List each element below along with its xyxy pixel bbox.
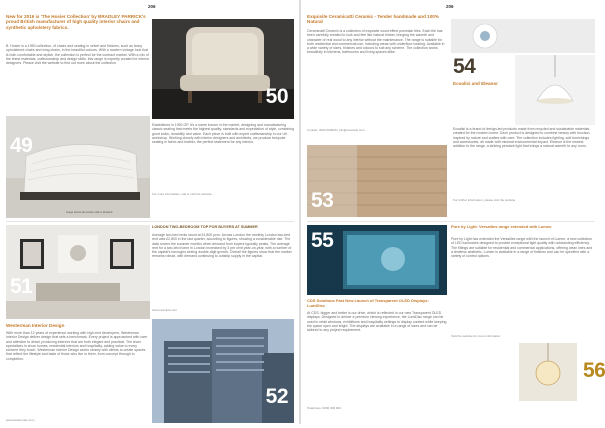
interior-illustration [6,225,150,319]
pendant-light-illustration [515,55,595,125]
item-50-body: Established in 1950 GP, it's a name known in the market, designing and manufacturing classic seating that meets the highest quality, standards and expectation of style, combining good looks, durability and value. Each piece is built with expert craftsmanship in our UK workshop. Working closely with interior designers and architects, we produce bespoke seating in fabric and leather, the perfect statement for any interior. [152,123,294,145]
item-49-number: 49 [10,134,33,157]
left-page-number: 206 [148,4,156,9]
item-51-footer: www.westerman.com [6,418,35,422]
item-54-number: 54 [453,55,476,78]
item-55-title: CDS Solutions Fast New Launch of Transparent OLED Displays: LumiDisc [307,298,429,308]
item-53-body: Ceramicatti Ceramic is a collection of exquisite wood effect porcelain tiles. Each tile has been carefully created to look and feel like natural timber, bringing the warmth and character of real wood to any interior without the maintenance. The range is suitable for both residential and commercial use, including areas with underfloor heating. Available in a wide variety of sizes, finishes and colours to suit any scheme. The collection works beautifully in kitchens, bathrooms and living spaces alike. [307,29,445,55]
item-54-body: Ecoalisi is a brand of design-led products made from recycled and sustainable materials, created for the modern home. Each product is designed to combine beauty with function, inspired by nature and crafted with care. The collection includes lighting, soft furnishings and accessories, all made with minimal environmental impact. Eleanor is the newest addition to the range, a striking pendant light that brings a natural warmth to any room. [453,127,591,149]
item-49-photo [6,116,150,218]
item-55-number: 55 [311,229,334,252]
item-54-product-photo [515,55,595,125]
item-56-photo [519,343,577,401]
item-49-body: B. Hosier is a 1950 collection, of chairs and seating in velvet and finishes, such as fancy upholstered chairs and wing chairs, in the beautiful colours. With a modern vintage look that is both comfortable and stylish, the collection is perfect for the contract market. With a mix of the finest materials, craftsmanship and design skills, this range is expertly curated for interior designers. Please visit the website to find out more about the collection. [6,44,150,66]
sofa-illustration [6,116,150,218]
item-52-title: LONDON TWO-BEDROOM TOP FOR BUYERS AT SUMMER [152,225,258,229]
item-54-title: Ecoalisi and Eleanor [453,81,498,86]
item-52-photo [152,319,294,423]
item-56-body: Pure by Light has extended the Versailles range with the launch of Lumen, a new collection of LED luminaires designed to provide exceptional light quality with outstanding efficiency. The fittings are suitable for residential and commercial applications, offering clean lines and a timeless aesthetic. Lumen is available in a range of finishes and can be specified with a variety of control options. [451,237,593,259]
item-53-footer: Contact: 0000 000000 | info@example.com [307,128,365,132]
item-55-footer: Telephone: 0000 000 000 [307,406,341,410]
item-52-body: Average two-bed rents stood at £1,800 pcm. Across London the monthly London two-bed rent was £2,800 in the last quarter, according to figures, showing a considerable rise. The data covers the summer months when demand from buyers typically peaks. The average rent for a two-bed home in London increased by 3 per cent year-on-year, with a number of the capital's boroughs seeing double-digit growth. Overall the figures show that the market remains robust, with demand continuing to outstrip supply in the capital. [152,233,292,259]
item-55-photo [307,225,447,295]
item-54-footer: For further information, please visit the website [453,198,516,202]
item-50-number: 50 [265,85,288,108]
item-49-caption: Image shows the Hosier sofa in Mustard [66,211,113,214]
item-51-photo [6,225,150,319]
item-53-photo [307,145,447,217]
item-52-number: 52 [265,385,288,408]
item-56-footer: Visit the website for more information [451,334,501,338]
item-52-footer: www.example.com [152,308,178,312]
item-54-photo [451,19,595,53]
item-53-title: Exquisite Ceramicatti Ceramic - Tender handmade and 100% Natural [307,14,439,25]
item-51-title: Westerman Interior Design [6,323,65,328]
right-page-number: 206 [446,4,454,9]
item-56-number: 56 [583,359,605,382]
item-56-title: Pure by Light: Versailles range extended with Lumen [451,224,552,229]
item-49-title: New for 2016 is 'The Hosier Collection' by BRADLEY PARRICK's proud British manufacturer of high quality interior chairs and synthetic upholstery fabrics. [6,14,146,30]
item-55-body: At CDS, bigger and better is our drive, which is reflected in our new Transparent OLED displays. Designed to deliver a premium viewing experience, the LumiDisc range can be used in retail windows, exhibitions and hospitality settings to display content while keeping the space open and bright. The displays are available in a range of sizes and can be tailored to any project requirement. [307,311,447,333]
item-50-footer: For more information, call or visit the website [152,192,212,196]
item-53-number: 53 [311,189,334,212]
item-51-number: 51 [10,275,33,298]
item-50-photo [152,19,294,119]
right-page [301,11,605,422]
left-page [0,11,299,422]
left-divider [6,221,294,222]
right-divider [307,221,595,222]
lamp-illustration [451,19,595,53]
luminaire-illustration [519,343,577,401]
item-51-body: With more than 12 years of experience working with high-end developers, Westerman Interior Design deliver design that sets a benchmark. Every project is approached with care and attention to detail, producing interiors that are both elegant and practical. The team specialises in show homes, residential interiors and hospitality, adding value to every scheme they touch. Westerman Interior Design works closely with clients to create spaces that reflect the lifestyle and taste of those who live in them, from concept through to completion. [6,331,148,361]
